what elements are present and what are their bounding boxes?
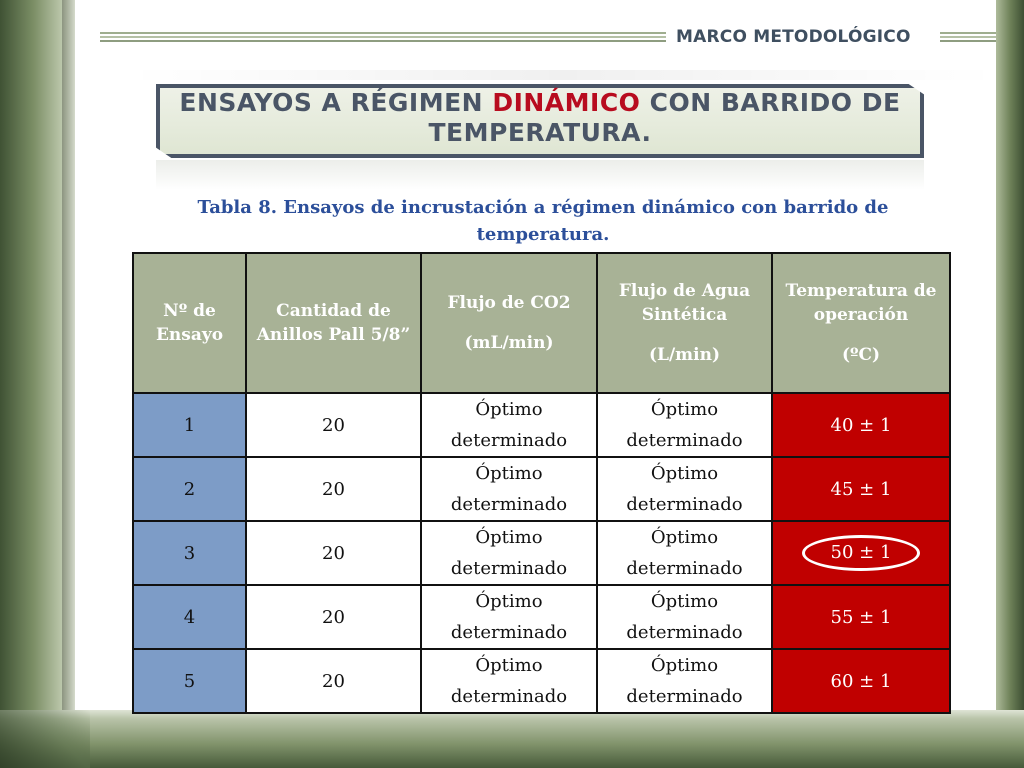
header-trial-number: Nº de Ensayo [133,253,246,393]
header-rule-left [100,32,666,42]
header-co2-unit: (mL/min) [464,333,554,353]
header-water-flow: Flujo de Agua Sintética (L/min) [597,253,772,393]
frame-bottom [0,710,1024,768]
frame-right [996,0,1024,768]
cell-water-flow: Óptimo determinado [597,585,772,649]
cell-trial-number: 5 [133,649,246,713]
cell-water-flow: Óptimo determinado [597,521,772,585]
cell-water-flow: Óptimo determinado [597,393,772,457]
cell-ring-count: 20 [246,585,421,649]
banner-shadow [128,70,998,80]
table-header-row [133,253,950,393]
cell-temperature: 45 ± 1 [772,457,950,521]
cell-ring-count: 20 [246,393,421,457]
cell-ring-count: 20 [246,457,421,521]
header-rule-right [940,32,996,42]
frame-left-shade [62,0,76,768]
slide-title [170,88,910,148]
header-ring-count: Cantidad de Anillos Pall 5/8” [246,253,421,393]
title-part-2: CON BARRIDO DE TEMPERATURA. [428,88,901,147]
header-temperature: Temperatura de operación (ºC) [772,253,950,393]
title-highlight: DINÁMICO [492,88,641,117]
frame-corner [0,710,90,768]
cell-co2-flow: Óptimo determinado [421,457,597,521]
cell-co2-flow: Óptimo determinado [421,521,597,585]
table-row [133,585,950,649]
cell-trial-number: 1 [133,393,246,457]
cell-water-flow: Óptimo determinado [597,457,772,521]
table-row [133,393,950,457]
header-co2-flow: Flujo de CO2 (mL/min) [421,253,597,393]
table-row [133,649,950,713]
cell-ring-count: 20 [246,649,421,713]
cell-trial-number: 2 [133,457,246,521]
cell-ring-count: 20 [246,521,421,585]
header-temp-unit: (ºC) [841,345,881,365]
cell-trial-number: 3 [133,521,246,585]
table-row [133,457,950,521]
title-part-1: ENSAYOS A RÉGIMEN [179,88,493,117]
cell-temperature: 55 ± 1 [772,585,950,649]
cell-temperature: 60 ± 1 [772,649,950,713]
table-caption: Tabla 8. Ensayos de incrustación a régimen dinámico con barrido de temperatura. [197,197,889,245]
cell-co2-flow: Óptimo determinado [421,585,597,649]
header-water-unit: (L/min) [648,345,721,365]
table-row [133,521,950,585]
banner-reflection [156,160,924,190]
section-label: MARCO METODOLÓGICO [676,27,911,47]
cell-temperature: 40 ± 1 [772,393,950,457]
trials-table [132,252,951,714]
cell-trial-number: 4 [133,585,246,649]
cell-water-flow: Óptimo determinado [597,649,772,713]
cell-co2-flow: Óptimo determinado [421,649,597,713]
highlight-circle: 50 ± 1 [802,535,921,571]
cell-temperature [772,521,950,585]
cell-co2-flow: Óptimo determinado [421,393,597,457]
